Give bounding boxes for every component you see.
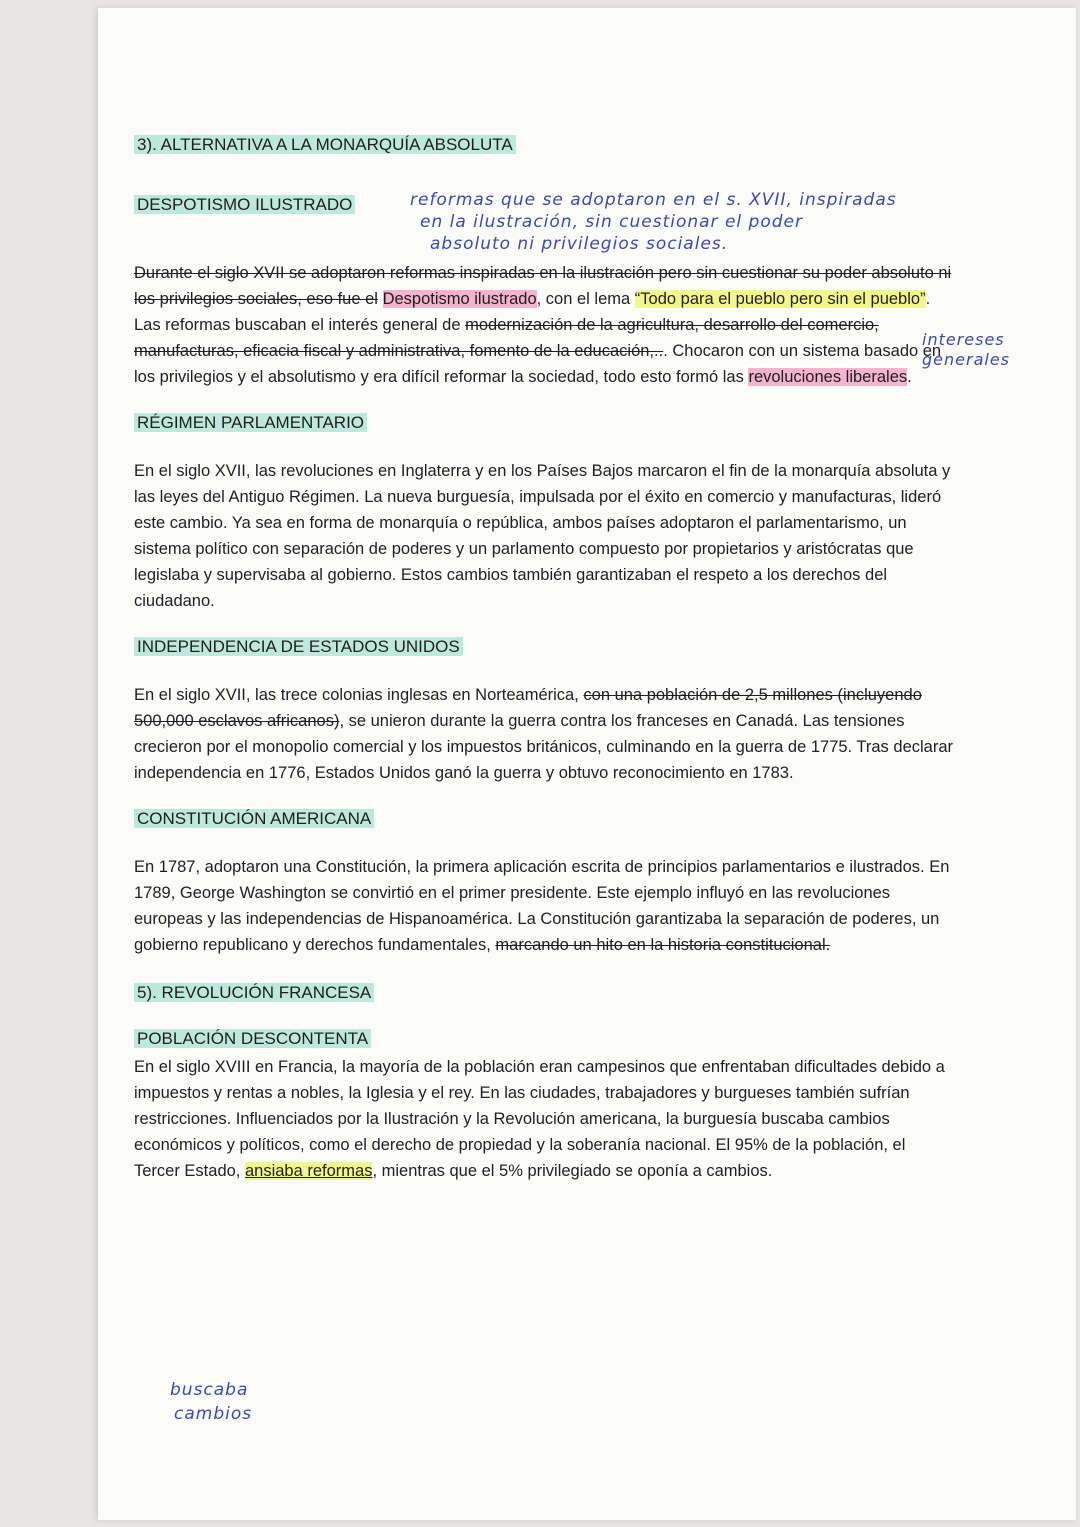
despotismo-heading (134, 192, 954, 218)
regimen-heading-text: RÉGIMEN PARLAMENTARIO (134, 413, 367, 432)
despotismo-motto: “Todo para el pueblo pero sin el pueblo” (634, 290, 926, 308)
independencia-paragraph (134, 682, 954, 786)
constitucion-heading (134, 806, 954, 832)
poblacion-heading-text: POBLACIÓN DESCONTENTA (134, 1029, 371, 1048)
revolucion-text-1: En el siglo XVIII en Francia, la mayoría de la población eran campesinos que enfrentaban dificultades debido a impuestos y rentas a nobles, la Iglesia y el rey. En las ciudades, trabajadores y burgueses también sufrían restricciones. Influenciados por la Ilustración y la Revolución americana, la burguesía buscaba cambios económicos y políticos, como el derecho de propiedad y la soberanía nacional. El 95% de la población, el Tercer Estado, (134, 1058, 945, 1180)
independencia-heading (134, 634, 954, 660)
poblacion-heading (134, 1026, 954, 1052)
independencia-heading-text: INDEPENDENCIA DE ESTADOS UNIDOS (134, 637, 463, 656)
handwritten-note-line1: reformas que se adoptaron en el s. XVII, inspiradas (410, 190, 897, 210)
regimen-paragraph: En el siglo XVII, las revoluciones en Inglaterra y en los Países Bajos marcaron el fin de la monarquía absoluta y las leyes del Antiguo Régimen. La nueva burguesía, impulsada por el éxito en comercio y manufacturas, lideró este cambio. Ya sea en forma de monarquía o república, ambos países adoptaron el parlamentarismo, un sistema político con separación de poderes y un parlamento compuesto por propietarios y aristócratas que legislaba y supervisaba al gobierno. Estos cambios también garantizaban el respeto a los derechos del ciudadano. (134, 462, 951, 610)
revolucion-underlined: ansiaba reformas (244, 1162, 373, 1180)
revolucion-paragraph (134, 1054, 954, 1184)
despotismo-paragraph (134, 260, 954, 390)
handwritten-note-line3: absoluto ni privilegios sociales. (430, 234, 729, 254)
revolucion-text-2: , mientras que el 5% privilegiado se oponía a cambios. (372, 1162, 773, 1180)
revolucion-heading (134, 980, 954, 1006)
constitucion-heading-text: CONSTITUCIÓN AMERICANA (134, 809, 374, 828)
revolucion-heading-text: 5). REVOLUCIÓN FRANCESA (134, 983, 374, 1002)
section-title-text: 3). ALTERNATIVA A LA MONARQUÍA ABSOLUTA (134, 135, 516, 154)
section-title (134, 132, 954, 158)
despotismo-text-3: . Las reformas buscaban el interés general de (134, 290, 931, 334)
despotismo-struck-text-1: Durante el siglo XVII se adoptaron reformas inspiradas en la ilustración pero sin cuestionar su poder absoluto ni los privilegios sociales, eso fue el (134, 264, 952, 308)
independencia-struck-text: con una población de 2,5 millones (incluyendo 500,000 esclavos africanos) (134, 686, 922, 730)
independencia-text-2: , se unieron durante la guerra contra los franceses en Canadá. Las tensiones crecieron por el monopolio comercial y los impuestos británicos, culminando en la guerra de 1775. Tras declarar independencia en 1776, Estados Unidos ganó la guerra y obtuvo reconocimiento en 1783. (134, 712, 953, 782)
despotismo-end: . (907, 368, 912, 386)
despotismo-text-4: . Chocaron con un sistema basado en los privilegios y el absolutismo y era difícil reformar la sociedad, todo esto formó las (134, 342, 942, 386)
handwritten-note-line2: en la ilustración, sin cuestionar el poder (420, 212, 803, 232)
independencia-text-1: En el siglo XVII, las trece colonias inglesas en Norteamérica, (134, 686, 579, 704)
regimen-heading (134, 410, 954, 436)
handwritten-note-buscaba: buscaba (170, 1380, 249, 1400)
despotismo-term-2: revoluciones liberales (748, 368, 908, 386)
despotismo-struck-text-2: modernización de la agricultura, desarrollo del comercio, manufacturas, eficacia fiscal y administrativa, fomento de la educación,.. (134, 316, 879, 360)
despotismo-heading-text: DESPOTISMO ILUSTRADO (134, 195, 355, 214)
despotismo-term: Despotismo ilustrado (382, 290, 537, 308)
margin-note-intereses: intereses (922, 330, 1005, 349)
constitucion-struck-text: marcando un hito en la historia constitucional. (495, 936, 831, 954)
constitucion-paragraph (134, 854, 954, 958)
handwritten-note-cambios: cambios (174, 1404, 253, 1424)
despotismo-text-2: , con el lema (536, 290, 631, 308)
margin-note-generales: generales (922, 350, 1010, 369)
document-body (134, 120, 954, 1184)
constitucion-text-1: En 1787, adoptaron una Constitución, la primera aplicación escrita de principios parlamentarios e ilustrados. En 1789, George Washington se convirtió en el primer presidente. Este ejemplo influyó en las revoluciones europeas y las independencias de Hispanoamérica. La Constitución garantizaba la separación de poderes, un gobierno republicano y derechos fundamentales, (134, 858, 950, 954)
